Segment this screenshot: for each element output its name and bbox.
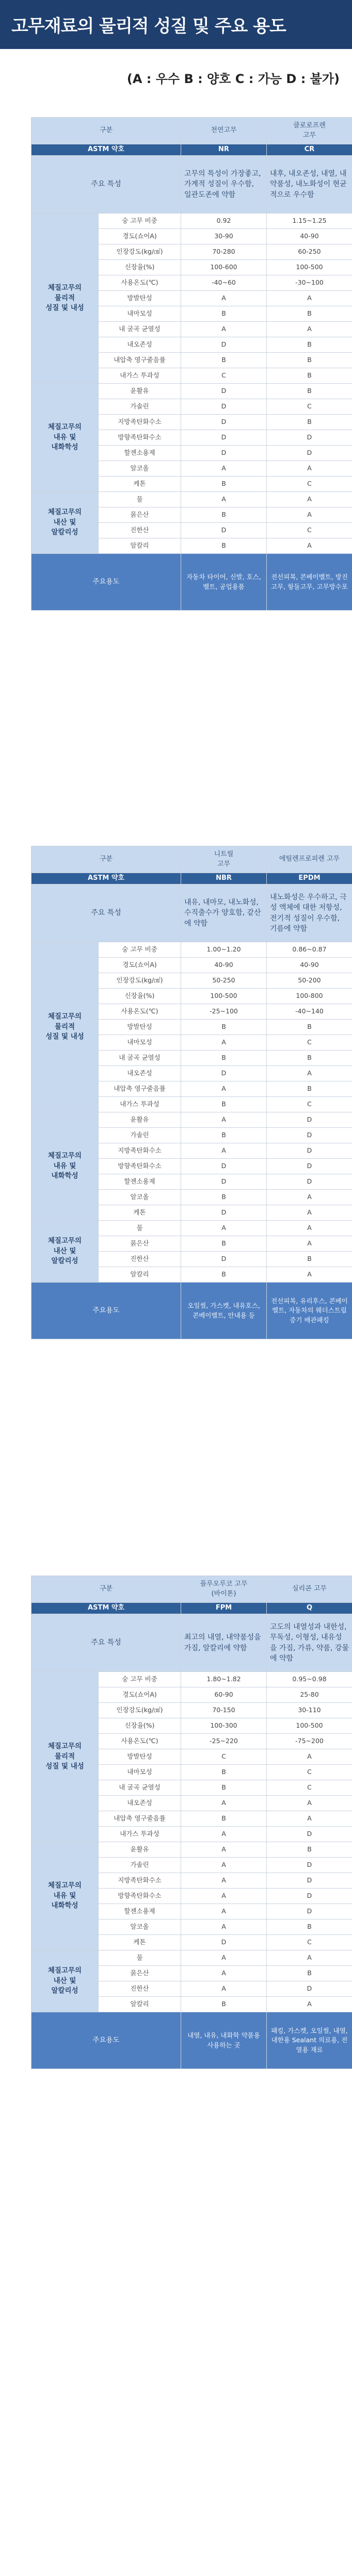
astm-code-cell: CR	[267, 144, 352, 156]
usage-text-cell: 패킹, 가스켓, 오일씰, 내열, 내한용 Sealant 의료용, 전열용 재료	[267, 2012, 352, 2069]
property-name-cell: 묽은산	[99, 507, 181, 523]
property-table	[31, 117, 352, 611]
header-material-cell: 천연고무	[181, 118, 267, 144]
property-row	[31, 1221, 352, 1236]
property-name-cell: 신장율(%)	[99, 989, 181, 1004]
property-name-cell: 숭 고무 비중	[99, 214, 181, 229]
property-value-cell: D	[181, 523, 267, 538]
property-value-cell: D	[267, 1128, 352, 1143]
property-name-cell: 숭 고무 비중	[99, 942, 181, 958]
property-value-cell: B	[181, 1020, 267, 1035]
feature-text-cell: 내후, 내오존성, 내열, 내약품성, 내노화성이 현균적으로 우수함	[267, 156, 352, 214]
property-name-cell: 케톤	[99, 1205, 181, 1221]
property-name-cell: 인장강도(kg/㎠)	[99, 973, 181, 989]
property-value-cell: B	[181, 1997, 267, 2012]
property-value-cell: A	[181, 1889, 267, 1904]
property-name-cell: 지방족탄화수소	[99, 1143, 181, 1159]
property-value-cell: C	[267, 1097, 352, 1112]
property-value-cell: 1.00~1.20	[181, 942, 267, 958]
property-value-cell: A	[267, 291, 352, 306]
property-name-cell: 물	[99, 492, 181, 507]
property-name-cell: 사용온도(℃)	[99, 1734, 181, 1749]
astm-label-cell: ASTM 약호	[31, 144, 181, 156]
property-value-cell: A	[181, 1112, 267, 1128]
property-value-cell: A	[267, 1205, 352, 1221]
property-value-cell: D	[181, 384, 267, 399]
property-name-cell: 가솔린	[99, 399, 181, 415]
property-value-cell: C	[267, 1035, 352, 1051]
property-value-cell: B	[267, 1081, 352, 1097]
property-name-cell: 묽은산	[99, 1236, 181, 1252]
property-name-cell: 인장강도(kg/㎠)	[99, 1703, 181, 1718]
property-value-cell: D	[267, 1112, 352, 1128]
property-value-cell: A	[181, 1858, 267, 1873]
property-value-cell: C	[267, 477, 352, 492]
property-name-cell: 케톤	[99, 477, 181, 492]
property-name-cell: 물	[99, 1950, 181, 1966]
property-value-cell: A	[181, 322, 267, 337]
property-value-cell: B	[181, 1051, 267, 1066]
property-value-cell: A	[267, 461, 352, 477]
property-value-cell: A	[181, 1842, 267, 1858]
property-value-cell: C	[267, 1780, 352, 1796]
property-name-cell: 방향족탄화수소	[99, 430, 181, 446]
property-name-cell: 신장율(%)	[99, 1718, 181, 1734]
table-header-row	[31, 846, 352, 873]
property-value-cell: D	[181, 446, 267, 461]
property-value-cell: 0.86~0.87	[267, 942, 352, 958]
property-table-block	[31, 1576, 352, 2069]
property-value-cell: 25-80	[267, 1687, 352, 1703]
property-value-cell: -25~220	[181, 1734, 267, 1749]
property-value-cell: D	[181, 337, 267, 353]
astm-code-cell: EPDM	[267, 873, 352, 884]
property-value-cell: D	[267, 430, 352, 446]
property-value-cell: C	[267, 523, 352, 538]
category-cell: 체질고무의 내산 및 알칼리성	[31, 1221, 99, 1283]
feature-text-cell: 고무의 특성이 가장좋고, 가계적 성질이 우수함, 일관도존에 약함	[181, 156, 267, 214]
property-value-cell: B	[181, 1236, 267, 1252]
property-value-cell: A	[181, 1081, 267, 1097]
property-name-cell: 방발탄성	[99, 1020, 181, 1035]
property-value-cell: D	[267, 446, 352, 461]
header-material-cell: 클로로프렌 고무	[267, 118, 352, 144]
property-value-cell: A	[267, 322, 352, 337]
table-header-row	[31, 118, 352, 144]
astm-row	[31, 144, 352, 156]
property-name-cell: 내마모성	[99, 1035, 181, 1051]
property-value-cell: 50-250	[181, 973, 267, 989]
property-value-cell: A	[267, 1796, 352, 1811]
property-value-cell: C	[181, 1749, 267, 1765]
property-value-cell: A	[267, 1221, 352, 1236]
property-value-cell: 100-500	[181, 989, 267, 1004]
property-value-cell: 60-250	[267, 244, 352, 260]
property-value-cell: A	[181, 291, 267, 306]
property-table-block	[31, 846, 352, 1339]
property-value-cell: 100-300	[181, 1718, 267, 1734]
property-name-cell: 진한산	[99, 1981, 181, 1997]
property-value-cell: 70-150	[181, 1703, 267, 1718]
property-name-cell: 사용온도(℃)	[99, 1004, 181, 1020]
usage-row	[31, 2012, 352, 2069]
property-value-cell: A	[181, 492, 267, 507]
property-value-cell: D	[181, 415, 267, 430]
property-value-cell: 40-90	[267, 229, 352, 244]
property-name-cell: 내오존성	[99, 337, 181, 353]
property-value-cell: A	[267, 1267, 352, 1283]
property-value-cell: -75~200	[267, 1734, 352, 1749]
property-name-cell: 경도(쇼어A)	[99, 1687, 181, 1703]
property-value-cell: B	[267, 368, 352, 384]
property-value-cell: A	[181, 1966, 267, 1981]
property-name-cell: 내마모성	[99, 306, 181, 322]
property-row	[31, 214, 352, 229]
astm-label-cell: ASTM 약호	[31, 873, 181, 884]
property-value-cell: 30-110	[267, 1703, 352, 1718]
property-name-cell: 알칼리	[99, 538, 181, 554]
property-name-cell: 알코올	[99, 1919, 181, 1935]
property-value-cell: C	[267, 1765, 352, 1780]
property-value-cell: 30-90	[181, 229, 267, 244]
property-value-cell: B	[181, 1765, 267, 1780]
property-value-cell: D	[267, 1858, 352, 1873]
property-row	[31, 1842, 352, 1858]
property-name-cell: 내마모성	[99, 1765, 181, 1780]
property-value-cell: 100-800	[267, 989, 352, 1004]
property-name-cell: 가솔린	[99, 1858, 181, 1873]
property-value-cell: A	[181, 1143, 267, 1159]
property-name-cell: 진한산	[99, 523, 181, 538]
feature-label-cell: 주요 특성	[31, 884, 181, 942]
property-value-cell: B	[181, 1097, 267, 1112]
property-value-cell: B	[267, 1842, 352, 1858]
property-name-cell: 내가스 투과성	[99, 1097, 181, 1112]
property-name-cell: 내오존성	[99, 1796, 181, 1811]
category-cell: 체질고무의 물리적 성질 및 내성	[31, 1672, 99, 1842]
header-gubun-cell: 구분	[31, 118, 181, 144]
property-value-cell: 0.92	[181, 214, 267, 229]
property-table	[31, 846, 352, 1339]
property-value-cell: B	[267, 1919, 352, 1935]
property-name-cell: 알칼리	[99, 1267, 181, 1283]
property-value-cell: 70-280	[181, 244, 267, 260]
property-name-cell: 내 굴곡 균열성	[99, 1780, 181, 1796]
usage-text-cell: 내열, 내유, 내화학 약품용 사용하는 곳	[181, 2012, 267, 2069]
property-value-cell: A	[267, 1950, 352, 1966]
property-value-cell: A	[181, 1873, 267, 1889]
header-material-cell: 실리콘 고무	[267, 1576, 352, 1603]
property-value-cell: B	[181, 1780, 267, 1796]
property-value-cell: D	[267, 1873, 352, 1889]
category-cell: 체질고무의 내산 및 알칼리성	[31, 1950, 99, 2012]
property-table-block	[31, 117, 352, 611]
property-value-cell: D	[181, 1935, 267, 1950]
feature-text-cell: 최고의 내열, 내약품성을 가짐, 알칼리에 약함	[181, 1614, 267, 1672]
property-value-cell: A	[267, 1190, 352, 1205]
usage-row	[31, 554, 352, 611]
property-name-cell: 윤활유	[99, 384, 181, 399]
header-material-cell: 에틸렌프로피렌 고무	[267, 846, 352, 873]
property-name-cell: 방향족탄화수소	[99, 1889, 181, 1904]
property-value-cell: A	[181, 1796, 267, 1811]
property-value-cell: B	[267, 353, 352, 368]
property-name-cell: 방향족탄화수소	[99, 1159, 181, 1174]
property-value-cell: B	[181, 353, 267, 368]
property-name-cell: 인장강도(kg/㎠)	[99, 244, 181, 260]
property-value-cell: -25~100	[181, 1004, 267, 1020]
header-gubun-cell: 구분	[31, 846, 181, 873]
property-value-cell: A	[267, 1811, 352, 1827]
property-name-cell: 할젠소용제	[99, 1174, 181, 1190]
property-value-cell: D	[267, 1174, 352, 1190]
category-cell: 체질고무의 내산 및 알칼리성	[31, 492, 99, 554]
feature-row	[31, 1614, 352, 1672]
property-name-cell: 방발탄성	[99, 1749, 181, 1765]
property-value-cell: B	[267, 1966, 352, 1981]
property-name-cell: 윤활유	[99, 1112, 181, 1128]
property-name-cell: 내오존성	[99, 1066, 181, 1081]
property-value-cell: B	[267, 1020, 352, 1035]
property-value-cell: A	[181, 1827, 267, 1842]
property-value-cell: D	[267, 1889, 352, 1904]
property-value-cell: B	[267, 1252, 352, 1267]
category-cell: 체질고무의 내유 및 내화학성	[31, 1842, 99, 1950]
property-value-cell: A	[181, 1221, 267, 1236]
property-name-cell: 내가스 투과성	[99, 368, 181, 384]
property-value-cell: C	[267, 399, 352, 415]
property-value-cell: 40-90	[181, 958, 267, 973]
table-header-row	[31, 1576, 352, 1603]
property-value-cell: A	[267, 1236, 352, 1252]
usage-text-cell: 오일씰, 가스켓, 내유호스, 콘베이벨트, 안내용 등	[181, 1283, 267, 1339]
astm-label-cell: ASTM 약호	[31, 1603, 181, 1614]
property-row	[31, 1950, 352, 1966]
property-value-cell: D	[181, 1066, 267, 1081]
header-gubun-cell: 구분	[31, 1576, 181, 1603]
property-value-cell: B	[267, 415, 352, 430]
property-value-cell: B	[181, 477, 267, 492]
property-value-cell: D	[181, 430, 267, 446]
property-value-cell: A	[181, 1919, 267, 1935]
usage-label-cell: 주요용도	[31, 2012, 181, 2069]
property-row	[31, 1672, 352, 1687]
property-name-cell: 알코올	[99, 461, 181, 477]
property-value-cell: 0.95~0.98	[267, 1672, 352, 1687]
astm-code-cell: FPM	[181, 1603, 267, 1614]
feature-row	[31, 884, 352, 942]
feature-text-cell: 내노화성은 우수하고, 극성 액체에 대한 저항성, 전기적 성질이 우수함, 기름에 약함	[267, 884, 352, 942]
property-name-cell: 알칼리	[99, 1997, 181, 2012]
property-value-cell: B	[181, 1128, 267, 1143]
property-value-cell: A	[181, 1035, 267, 1051]
property-value-cell: B	[181, 538, 267, 554]
property-row	[31, 492, 352, 507]
property-value-cell: B	[181, 306, 267, 322]
property-name-cell: 내 굴곡 균열성	[99, 1051, 181, 1066]
property-value-cell: 100-500	[267, 260, 352, 275]
property-value-cell: -30~100	[267, 275, 352, 291]
property-value-cell: A	[267, 492, 352, 507]
property-name-cell: 진한산	[99, 1252, 181, 1267]
property-value-cell: D	[181, 1174, 267, 1190]
category-cell: 체질고무의 물리적 성질 및 내성	[31, 214, 99, 384]
property-value-cell: A	[267, 507, 352, 523]
property-value-cell: D	[267, 1827, 352, 1842]
property-name-cell: 가솔린	[99, 1128, 181, 1143]
usage-row	[31, 1283, 352, 1339]
property-value-cell: A	[267, 1997, 352, 2012]
property-name-cell: 경도(쇼어A)	[99, 229, 181, 244]
property-value-cell: 40-90	[267, 958, 352, 973]
property-name-cell: 내가스 투과성	[99, 1827, 181, 1842]
property-row	[31, 1112, 352, 1128]
property-value-cell: -40~60	[181, 275, 267, 291]
feature-text-cell: 고도의 내열성과 내한성, 무독성, 이형성, 내유성을 가짐, 가류, 약품, 강물에 약함	[267, 1614, 352, 1672]
usage-text-cell: 전선피복, 유리후스, 콘베이벨트, 자동차의 웨더스트립 증기 배관패킹	[267, 1283, 352, 1339]
astm-code-cell: NBR	[181, 873, 267, 884]
property-value-cell: D	[267, 1904, 352, 1919]
astm-row	[31, 873, 352, 884]
property-value-cell: 1.15~1.25	[267, 214, 352, 229]
property-name-cell: 내압축 영구줄음률	[99, 1811, 181, 1827]
property-value-cell: D	[181, 1159, 267, 1174]
property-name-cell: 내압축 영구줄음률	[99, 1081, 181, 1097]
property-value-cell: C	[181, 368, 267, 384]
property-value-cell: A	[181, 461, 267, 477]
astm-code-cell: Q	[267, 1603, 352, 1614]
property-name-cell: 할젠소용제	[99, 446, 181, 461]
property-value-cell: B	[181, 1190, 267, 1205]
property-value-cell: 60-90	[181, 1687, 267, 1703]
property-name-cell: 경도(쇼어A)	[99, 958, 181, 973]
property-value-cell: 50-200	[267, 973, 352, 989]
property-value-cell: D	[181, 399, 267, 415]
feature-label-cell: 주요 특성	[31, 1614, 181, 1672]
property-value-cell: C	[267, 1935, 352, 1950]
usage-text-cell: 자동차 타이어, 신발, 호스, 벨트, 공업용품	[181, 554, 267, 611]
category-cell: 체질고무의 물리적 성질 및 내성	[31, 942, 99, 1112]
property-name-cell: 케톤	[99, 1935, 181, 1950]
property-name-cell: 할젠소용제	[99, 1904, 181, 1919]
property-value-cell: B	[267, 306, 352, 322]
property-row	[31, 384, 352, 399]
property-value-cell: B	[267, 1051, 352, 1066]
feature-text-cell: 내유, 내마모, 내노화성, 수직출수가 양호함, 같산에 약함	[181, 884, 267, 942]
property-name-cell: 사용온도(℃)	[99, 275, 181, 291]
property-name-cell: 물	[99, 1221, 181, 1236]
property-name-cell: 방발탄성	[99, 291, 181, 306]
property-name-cell: 내 굴곡 균열성	[99, 322, 181, 337]
header-material-cell: 니트릴 고무	[181, 846, 267, 873]
property-value-cell: B	[267, 337, 352, 353]
property-value-cell: A	[267, 1066, 352, 1081]
property-name-cell: 내압축 영구줄음률	[99, 353, 181, 368]
category-cell: 체질고무의 내유 및 내화학성	[31, 384, 99, 492]
property-value-cell: A	[181, 1981, 267, 1997]
property-row	[31, 942, 352, 958]
property-name-cell: 신장율(%)	[99, 260, 181, 275]
property-name-cell: 지방족탄화수소	[99, 415, 181, 430]
astm-row	[31, 1603, 352, 1614]
usage-text-cell: 전선피복, 콘베이벨트, 방진고무, 항들고무, 고무방수포	[267, 554, 352, 611]
property-value-cell: 100-600	[181, 260, 267, 275]
property-value-cell: B	[181, 1811, 267, 1827]
property-value-cell: D	[267, 1981, 352, 1997]
header-material-cell: 플루오루코 고무 (바이톤)	[181, 1576, 267, 1603]
property-name-cell: 숭 고무 비중	[99, 1672, 181, 1687]
property-value-cell: B	[181, 507, 267, 523]
property-value-cell: B	[181, 1267, 267, 1283]
property-value-cell: A	[267, 538, 352, 554]
usage-label-cell: 주요용도	[31, 1283, 181, 1339]
page-title: 고무재료의 물리적 성질 및 주요 용도	[0, 0, 352, 49]
property-value-cell: B	[267, 384, 352, 399]
property-name-cell: 알코올	[99, 1190, 181, 1205]
astm-code-cell: NR	[181, 144, 267, 156]
feature-label-cell: 주요 특성	[31, 156, 181, 214]
property-value-cell: -40~140	[267, 1004, 352, 1020]
property-value-cell: A	[181, 1904, 267, 1919]
property-name-cell: 묽은산	[99, 1966, 181, 1981]
property-value-cell: D	[267, 1143, 352, 1159]
property-table	[31, 1576, 352, 2069]
property-value-cell: 1.80~1.82	[181, 1672, 267, 1687]
grade-legend: (A : 우수 B : 양호 C : 가능 D : 불가)	[126, 72, 340, 86]
property-value-cell: D	[181, 1205, 267, 1221]
property-value-cell: A	[181, 1950, 267, 1966]
feature-row	[31, 156, 352, 214]
property-value-cell: A	[267, 1749, 352, 1765]
property-value-cell: D	[181, 1252, 267, 1267]
property-name-cell: 윤활유	[99, 1842, 181, 1858]
property-value-cell: D	[267, 1159, 352, 1174]
property-name-cell: 지방족탄화수소	[99, 1873, 181, 1889]
usage-label-cell: 주요용도	[31, 554, 181, 611]
property-value-cell: 100-500	[267, 1718, 352, 1734]
category-cell: 체질고무의 내유 및 내화학성	[31, 1112, 99, 1221]
